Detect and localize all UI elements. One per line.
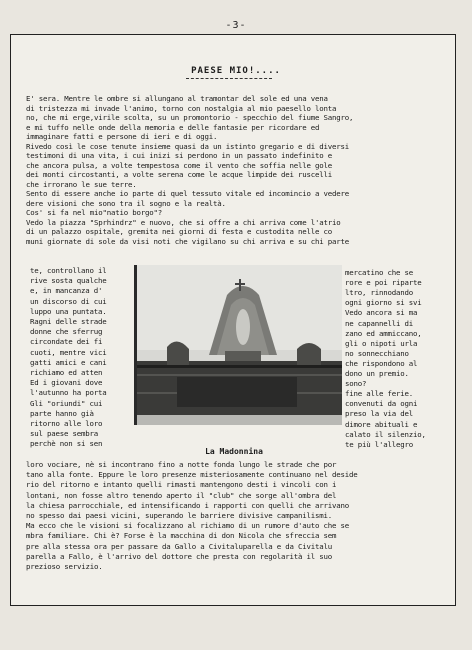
text-line: gatti amici e cani bbox=[30, 357, 107, 367]
text-line: Ed i giovani dove bbox=[30, 378, 103, 388]
text-line: gli o nipoti urla bbox=[345, 338, 418, 348]
photo-caption: La Madonnina bbox=[205, 447, 263, 456]
text-line: sul paese sembra bbox=[30, 429, 98, 439]
text-line: no sonnecchiano bbox=[345, 348, 409, 358]
text-line: dei monti circostanti, a volte serena come le acque limpide dei ruscelli bbox=[26, 170, 332, 179]
text-line: pre alla stessa ora per passare da Gallo a Civitaluparella e da Civitalu bbox=[26, 541, 332, 551]
text-line: che irrorano le sue terre. bbox=[26, 179, 137, 189]
text-line: parte hanno già bbox=[30, 408, 94, 418]
text-line: perchè non si sen bbox=[30, 439, 103, 449]
text-line: convenuti da ogni bbox=[345, 399, 418, 409]
text-line: lontani, non fosse altro tenendo aperto il "club" che sorge all'ombra del bbox=[26, 490, 337, 500]
text-line: rio del ritorno e intanto quelli rimasti mantengono desti i vincoli con i bbox=[26, 480, 337, 490]
text-line: richiamo ed atten bbox=[30, 368, 103, 377]
text-line: Vedo la piazza "Sprhindrz" e nuovo, che si offre a chi arriva come l'atrio bbox=[26, 217, 341, 227]
text-line: no, che mi erge,virile scolta, su un promontorio - specchio del fiume Sangro, bbox=[26, 113, 354, 122]
text-line: circondate dei fi bbox=[30, 337, 103, 347]
text-line: mbra familiare. Chi è? Forse è la macchina di don Nicola che sfreccia sem bbox=[26, 531, 337, 541]
text-line: parella a Fallo, è l'arrivo del dottore che presta con regolarità il suo bbox=[26, 551, 332, 561]
text-line: Cos' si fa nel mio"natio borgo"? bbox=[26, 208, 162, 217]
page-number: -3- bbox=[225, 20, 247, 31]
text-line: che ancora pulsa, a volte tempestosa come il vento che soffia nelle gole bbox=[26, 160, 332, 170]
text-line: Ragni delle strade bbox=[30, 317, 107, 326]
text-line: l'autunno ha porta bbox=[30, 388, 107, 398]
text-line: che rispondono al bbox=[345, 358, 418, 368]
text-line: calato il silenzio, bbox=[345, 429, 426, 439]
text-line: zano ed ammiccano, bbox=[345, 328, 422, 338]
text-line: e, in mancanza d' bbox=[30, 286, 103, 296]
text-line: fine alle ferie. bbox=[345, 389, 413, 399]
text-line: no spesso dai paesi vicini, superando le barriere divisive campanilismi. bbox=[26, 511, 332, 520]
text-line: Sento di essere anche io parte di quel tessuto vitale ed incomincio a vedere bbox=[26, 189, 349, 198]
text-line: dimore abituali e bbox=[345, 419, 418, 429]
text-line: dere visioni che sono tra il sogno e la realtà. bbox=[26, 198, 226, 208]
text-line: testimoni di una vita, i cui inizi si perdono in un passato indefinito e bbox=[26, 151, 332, 160]
text-line: rore e poi riparte bbox=[345, 278, 422, 288]
text-line: immaginare fatti e persone di ieri e di oggi. bbox=[26, 132, 218, 141]
text-line: loro vociare, nè si incontrano fino a notte fonda lungo le strade che por bbox=[26, 460, 337, 469]
title-underline bbox=[186, 78, 272, 79]
text-line: prezioso servizio. bbox=[26, 562, 103, 571]
text-line: Vedo ancora si ma bbox=[345, 308, 418, 318]
text-line: di tristezza mi invade l'animo, torno con nostalgia al mio paesello lonta bbox=[26, 103, 337, 113]
text-line: mercatino che se bbox=[345, 268, 413, 277]
text-line: un discorso di cui bbox=[30, 296, 107, 306]
text-line: sono? bbox=[345, 379, 367, 389]
madonnina-photo bbox=[134, 265, 342, 425]
text-line: muni giornate di sole da visi noti che vigilano su chi arriva e su chi parte bbox=[26, 236, 349, 246]
text-line: Ma ecco che le visioni si focalizzano al richiamo di un rumore d'auto che se bbox=[26, 521, 349, 531]
text-line: e mi tuffo nelle onde della memoria e delle fantasie per ricordare ed bbox=[26, 122, 320, 132]
text-line: ne capannelli di bbox=[345, 318, 413, 328]
bleed-through-text bbox=[40, 612, 440, 640]
article-title: PAESE MIO!.... bbox=[191, 66, 281, 76]
text-line: donne che sferrug bbox=[30, 327, 103, 337]
text-line: luppo una puntata. bbox=[30, 306, 107, 316]
text-line: rive sosta qualche bbox=[30, 276, 107, 286]
text-line: ogni giorno si svi bbox=[345, 298, 422, 308]
text-line: E' sera. Mentre le ombre si allungano al tramontar del sole ed una vena bbox=[26, 94, 328, 103]
text-line: ltro, rinnodando bbox=[345, 288, 413, 298]
text-line: Gli "oriundi" cui bbox=[30, 398, 103, 408]
monument-image bbox=[137, 265, 342, 425]
text-line: te più l'allegro bbox=[345, 439, 413, 449]
text-line: cuoti, mentre vici bbox=[30, 347, 107, 357]
text-line: te, controllano il bbox=[30, 266, 107, 275]
text-line: dono un premio. bbox=[345, 369, 409, 378]
text-line: Rivedo così le cose tenute insieme quasi da un istinto gregario e di diversi bbox=[26, 141, 349, 151]
text-line: di un palazzo ospitale, gremita nei giorni di festa e custodita nelle co bbox=[26, 227, 332, 236]
text-line: ritorno alle loro bbox=[30, 419, 103, 428]
text-line: tano alla fonte. Eppure le loro presenze misteriosamente continuano nel deside bbox=[26, 470, 358, 480]
text-line: la chiesa parrocchiale, ed intensificando i rapporti con quelli che arrivano bbox=[26, 500, 349, 510]
text-line: preso la via del bbox=[345, 409, 413, 419]
